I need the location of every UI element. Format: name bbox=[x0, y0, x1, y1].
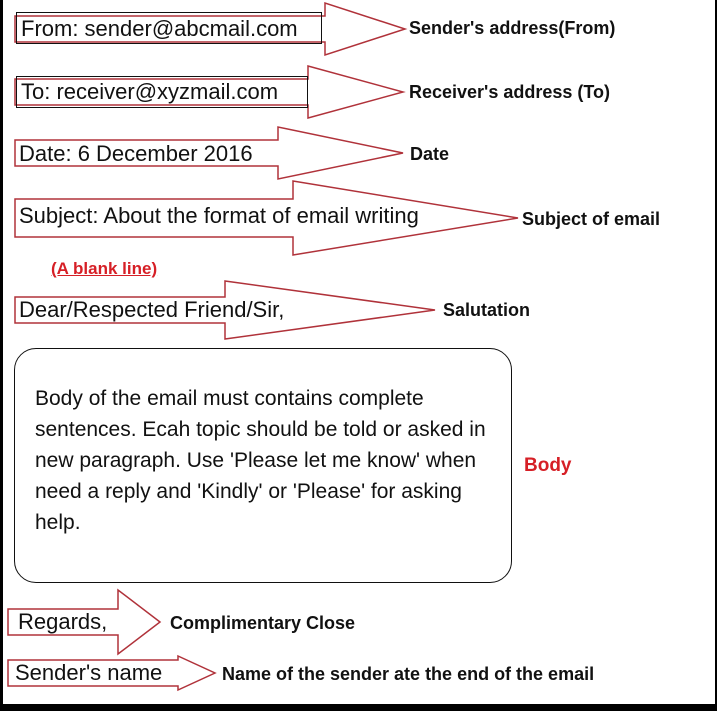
email-format-diagram bbox=[3, 0, 715, 704]
body-label: Body bbox=[524, 455, 572, 476]
salutation-label: Salutation bbox=[443, 300, 531, 320]
subject-line: Subject: About the format of email writing bbox=[19, 203, 419, 228]
to-line: To: receiver@xyzmail.com bbox=[21, 79, 279, 104]
date-line: Date: 6 December 2016 bbox=[19, 141, 253, 166]
sender-name-label: Name of the sender ate the end of the email bbox=[222, 664, 595, 684]
close-label: Complimentary Close bbox=[170, 613, 356, 633]
to-label: Receiver's address (To) bbox=[409, 82, 611, 102]
sender-name-line: Sender's name bbox=[15, 660, 163, 685]
regards-line: Regards, bbox=[18, 609, 108, 634]
body-text: Body of the email must contains complete sentences. Ecah topic should be told or asked in new paragraph. Use 'Please let me know' when need a reply and 'Kindly' or 'Please' for asking help. bbox=[35, 387, 486, 534]
from-line: From: sender@abcmail.com bbox=[21, 16, 298, 41]
date-label: Date bbox=[410, 144, 450, 164]
from-label: Sender's address(From) bbox=[409, 18, 616, 38]
salutation-line: Dear/Respected Friend/Sir, bbox=[19, 297, 285, 322]
body-box bbox=[14, 348, 512, 583]
subject-label: Subject of email bbox=[522, 209, 661, 229]
blank-line-note: (A blank line) bbox=[51, 259, 158, 278]
